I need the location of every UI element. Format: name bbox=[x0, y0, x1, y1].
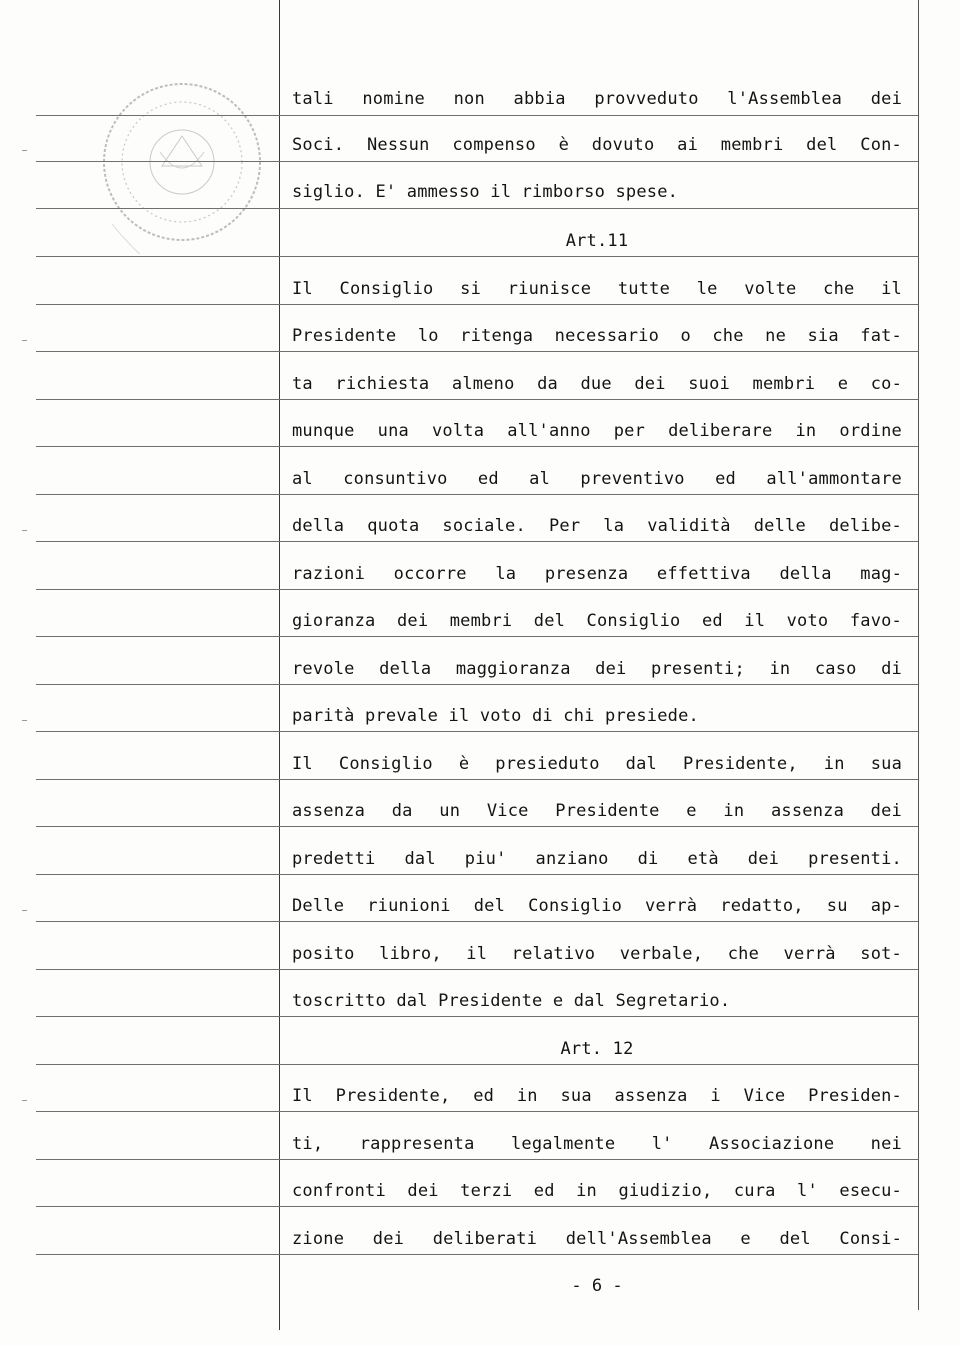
text-line: toscritto dal Presidente e dal Segretario. bbox=[292, 991, 731, 1011]
ruled-line bbox=[36, 115, 918, 116]
ruled-line bbox=[36, 731, 918, 732]
text-line: zione dei deliberati dell'Assemblea e del Consi- bbox=[292, 1229, 902, 1249]
ruled-line bbox=[36, 1254, 918, 1255]
ruled-line bbox=[36, 921, 918, 922]
margin-tick bbox=[22, 530, 27, 531]
text-line: confronti dei terzi ed in giudizio, cura l' esecu- bbox=[292, 1181, 902, 1201]
text-line: tali nomine non abbia provveduto l'Assemblea dei bbox=[292, 89, 902, 109]
ruled-line bbox=[36, 826, 918, 827]
text-line: razioni occorre la presenza effettiva della mag- bbox=[292, 564, 902, 584]
ruled-line bbox=[36, 969, 918, 970]
text-line: ta richiesta almeno da due dei suoi membri e co- bbox=[292, 374, 902, 394]
margin-tick bbox=[22, 910, 27, 911]
ruled-line bbox=[36, 304, 918, 305]
margin-tick bbox=[22, 340, 27, 341]
ruled-line bbox=[36, 399, 918, 400]
ruled-line bbox=[36, 161, 918, 162]
ruled-line bbox=[36, 636, 918, 637]
ruled-line bbox=[36, 256, 918, 257]
ruled-line bbox=[36, 541, 918, 542]
text-line: Soci. Nessun compenso è dovuto ai membri del Con- bbox=[292, 135, 902, 155]
text-line: Presidente lo ritenga necessario o che ne sia fat- bbox=[292, 326, 902, 346]
text-line: gioranza dei membri del Consiglio ed il voto favo- bbox=[292, 611, 902, 631]
margin-tick bbox=[22, 720, 27, 721]
ruled-line bbox=[36, 874, 918, 875]
text-line: ti, rappresenta legalmente l' Associazione nei bbox=[292, 1134, 902, 1154]
text-line: munque una volta all'anno per deliberare in ordine bbox=[292, 421, 902, 441]
text-line: posito libro, il relativo verbale, che verrà sot- bbox=[292, 944, 902, 964]
ruled-line bbox=[36, 1016, 918, 1017]
page-number: - 6 - bbox=[571, 1276, 623, 1296]
text-line: al consuntivo ed al preventivo ed all'ammontare bbox=[292, 469, 902, 489]
ruled-line bbox=[36, 1206, 918, 1207]
right-margin-line bbox=[918, 0, 919, 1310]
ruled-line bbox=[36, 208, 918, 209]
left-margin-line bbox=[279, 0, 280, 1330]
text-line: Il Consiglio si riunisce tutte le volte che il bbox=[292, 279, 902, 299]
ruled-line bbox=[36, 779, 918, 780]
ruled-line bbox=[36, 589, 918, 590]
ruled-line bbox=[36, 684, 918, 685]
margin-tick bbox=[22, 1100, 27, 1101]
ruled-line bbox=[36, 494, 918, 495]
article-heading: Art.11 bbox=[565, 231, 629, 251]
ruled-line bbox=[36, 351, 918, 352]
ruled-line bbox=[36, 1111, 918, 1112]
text-line: revole della maggioranza dei presenti; in caso di bbox=[292, 659, 902, 679]
text-line: Delle riunioni del Consiglio verrà redatto, su ap- bbox=[292, 896, 902, 916]
text-line: parità prevale il voto di chi presiede. bbox=[292, 706, 699, 726]
ruled-line bbox=[36, 1159, 918, 1160]
official-seal-icon bbox=[92, 74, 272, 254]
text-line: assenza da un Vice Presidente e in assenza dei bbox=[292, 801, 902, 821]
text-line: siglio. E' ammesso il rimborso spese. bbox=[292, 182, 679, 202]
text-line: Il Presidente, ed in sua assenza i Vice Presiden- bbox=[292, 1086, 902, 1106]
text-line: Il Consiglio è presieduto dal Presidente, in sua bbox=[292, 754, 902, 774]
article-heading: Art. 12 bbox=[560, 1039, 634, 1059]
ruled-line bbox=[36, 446, 918, 447]
text-line: della quota sociale. Per la validità delle delibe- bbox=[292, 516, 902, 536]
margin-tick bbox=[22, 150, 27, 151]
text-line: predetti dal piu' anziano di età dei presenti. bbox=[292, 849, 902, 869]
ruled-line bbox=[36, 1064, 918, 1065]
